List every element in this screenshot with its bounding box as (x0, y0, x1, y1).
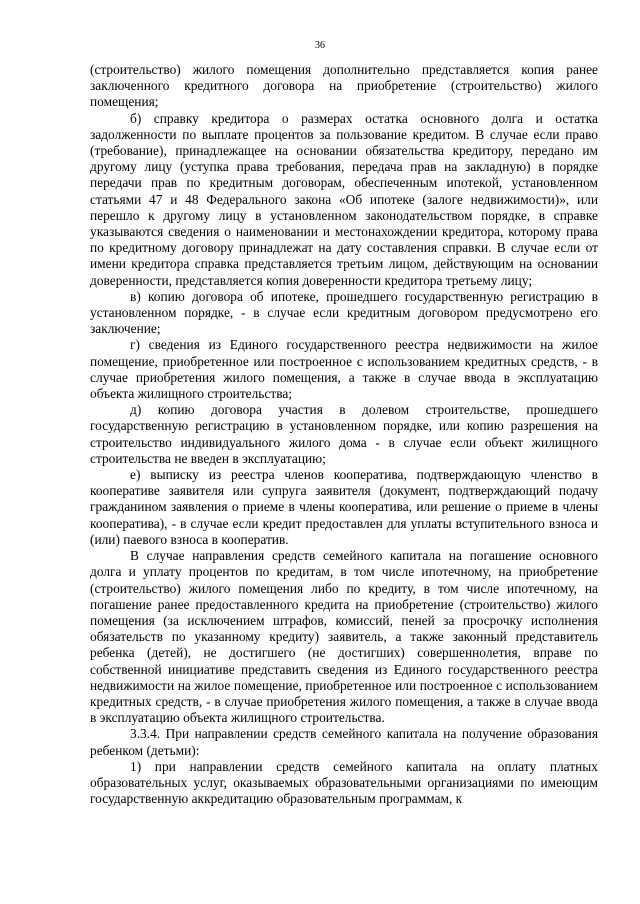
paragraph-mortgage-case: В случае направления средств семейного капитала на погашение основного долга и уплату процентов по кредитам, в том числе ипотечному, на приобретение (строительство) жилого помещения либо по кредиту, в том числе ипотечному, на погашение ранее предоставленного кредита на приобретение (строительство) жилого помещения (за исключением штрафов, комиссий, пеней за просрочку исполнения обязательств по указанному кредиту) заявитель, а также законный представитель ребенка (детей), не достигшего (не достигших) совершеннолетия, вправе по собственной инициативе представить сведения из Единого государственного реестра недвижимости на жилое помещение, приобретенное или построенное с использованием кредитных средств, - в случае приобретения жилого помещения, а также в случае ввода в эксплуатацию объекта жилищного строительства. (90, 548, 598, 726)
paragraph-item-1: 1) при направлении средств семейного капитала на оплату платных образовательных услуг, оказываемых образовательными организациями по имеющим государственную аккредитацию образовательным программам, к (90, 758, 598, 807)
paragraph-item-b: б) справку кредитора о размерах остатка основного долга и остатка задолженности по выплате процентов за пользование кредитом. В случае если право (требование), принадлежащее на основании обязательства кредитору, передано им другому лицу (уступка права требования, передача прав на закладную) в порядке передачи прав по кредитным договорам, обеспеченным ипотекой, установленном статьями 47 и 48 Федерального закона «Об ипотеке (залоге недвижимости)», или перешло к другому лицу в установленном законодательством порядке, в справке указываются сведения о наименовании и местонахождении кредитора, которому права по кредитному договору принадлежат на дату составления справки. В случае если от имени кредитора справка представляется третьим лицом, действующим на основании доверенности, представляется копия доверенности кредитора третьему лицу; (90, 110, 598, 288)
paragraph-item-d: д) копию договора участия в долевом строительстве, прошедшего государственную регистрацию в установленном порядке, или копию разрешения на строительство индивидуального жилого дома - в случае если объект жилищного строительства не введен в эксплуатацию; (90, 402, 598, 466)
paragraph-item-e: е) выписку из реестра членов кооператива, подтверждающую членство в кооперативе заявителя или супруга заявителя (документ, подтверждающий подачу гражданином заявления о приеме в члены кооператива, или решение о приеме в члены кооператива), - в случае если кредит предоставлен для уплаты вступительного взноса и (или) паевого взноса в кооператив. (90, 467, 598, 547)
paragraph-section-3-3-4: 3.3.4. При направлении средств семейного капитала на получение образования ребенком (детьми): (90, 726, 598, 758)
paragraph-item-g: г) сведения из Единого государственного реестра недвижимости на жилое помещение, приобретенное или построенное с использованием кредитных средств, - в случае приобретения жилого помещения, а также в случае ввода в эксплуатацию объекта жилищного строительства; (90, 337, 598, 402)
paragraph-item-v: в) копию договора об ипотеке, прошедшего государственную регистрацию в установленном порядке, - в случае если кредитным договором предусмотрено его заключение; (90, 288, 598, 337)
paragraph-continuation: (строительство) жилого помещения дополнительно представляется копия ранее заключенного кредитного договора на приобретение (строительство) жилого помещения; (90, 62, 598, 110)
body-text (90, 62, 598, 807)
page-number: 36 (315, 40, 325, 51)
